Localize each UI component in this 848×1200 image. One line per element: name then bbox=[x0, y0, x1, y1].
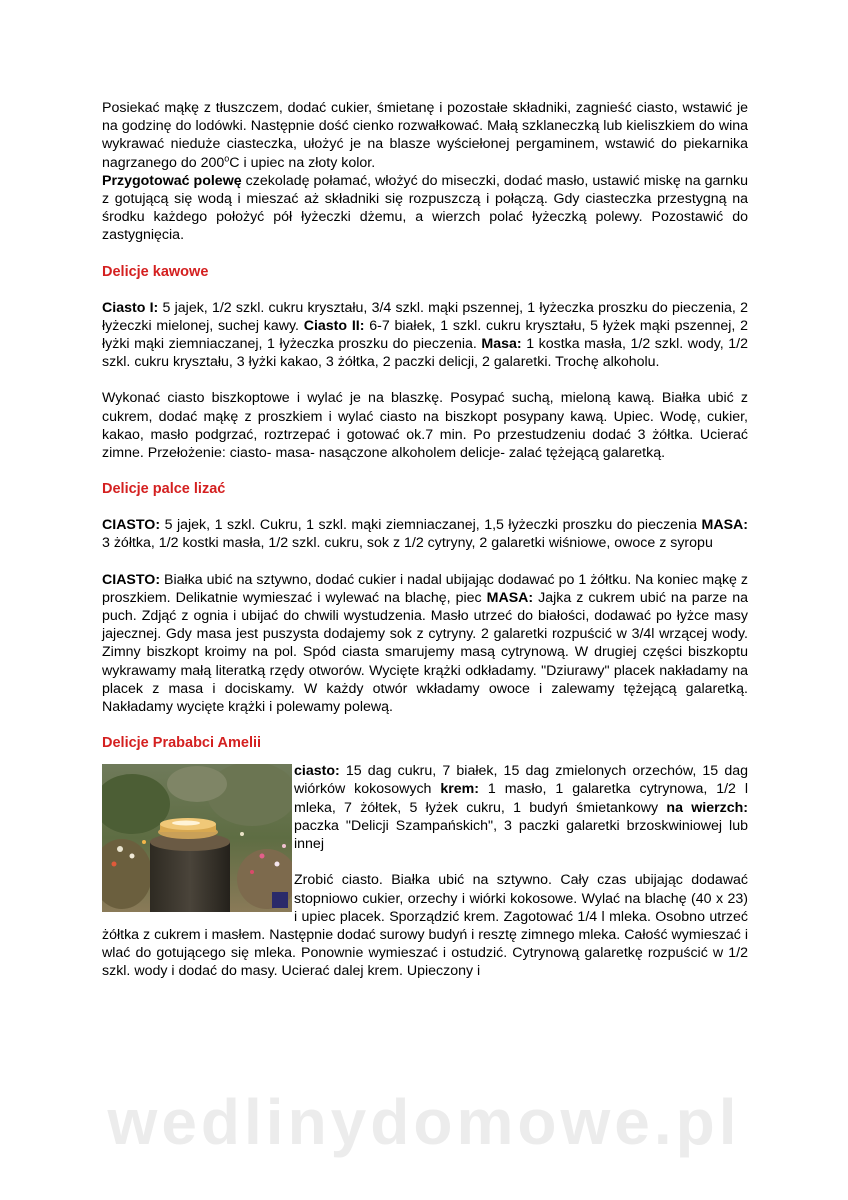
garden-cake-photo bbox=[102, 764, 292, 912]
amelii-method: Zrobić ciasto. Białka ubić na sztywno. Cały czas ubijając dodawać stopniowo cukier, orzechy i wiórki kokosowe. Wylać na blachę (40 x 23) i upiec placek. Sporządzić krem. Zagotować 1/4 l mleka. Osobno utrzeć żółtka z cukrem i masłem. Następnie dodać surowy budyń i resztę zimnego mleka. Całość wymieszać i wlać do gotującego się mleka. Ponownie wymieszać i ostudzić. Cytrynową galaretkę rozpuścić w 1/2 szkl. wody i dodać do masy. Ucierać dalej krem. Upieczony i bbox=[102, 872, 748, 980]
amelii-ingredients: ciasto: 15 dag cukru, 7 białek, 15 dag zmielonych orzechów, 15 dag wiórków kokosowych krem: 1 masło, 1 galaretka cytrynowa, 1/2 l mleka, 7 żółtek, 5 łyżek cukru, 1 budyń śmietankowy na wierzch: paczka "Delicji Szampańskich", 3 paczki galaretki brzoskwiniowej lub innej bbox=[294, 763, 749, 853]
glaze-label: Przygotować polewę bbox=[102, 172, 242, 189]
kawowe-method: Wykonać ciasto biszkoptowe i wylać je na blaszkę. Posypać suchą, mieloną kawą. Białka ubić z cukrem, dodać mąkę z proszkiem i wylać ciasto na biszkopt posypany kawą. Upiec. Wodę, cukier, kakao, masło podgrzać, roztrzepać i gotować ok.7 min. Po przestudzeniu dodać 3 żółtka. Ucierać zimne. Przełożenie: ciasto- masa- nasączone alkoholem delicje- zalać tężejącą galaretką. bbox=[102, 390, 748, 462]
heading-delicje-kawowe: Delicje kawowe bbox=[102, 263, 209, 280]
site-watermark: wedlinydomowe.pl bbox=[107, 1086, 741, 1158]
palce-method: CIASTO: Białka ubić na sztywno, dodać cukier i nadal ubijając dodawać po 1 żółtku. Na koniec mąkę z proszkiem. Delikatnie wymieszać i wylewać na blachę, piec MASA: Jajka z cukrem ubić na parze na puch. Zdjąć z ognia i ubijać do chwili wystudzenia. Masło utrzeć do białości, dodawać po łyżce masy jajecznej. Gdy masa jest puszysta dodajemy sok z cytryny. 2 galaretki rozpuścić w 3/4l wrzącej wody. Zimny biszkopt kroimy na pol. Spód ciasta smarujemy masą cytrynową. W drugiej części biszkoptu wykrawamy małą literatką rzędy otworów. Wycięte krążki odkładamy. "Dziurawy" placek nakładamy na placek z masa i dociskamy. W każdy otwór wkładamy owoce i zalewamy tężejącą galaretką. Nakładamy wycięte krążki i polewamy polewą. bbox=[102, 571, 748, 716]
heading-delicje-palce-lizac: Delicje palce lizać bbox=[102, 481, 226, 498]
degree-mark: o bbox=[224, 152, 230, 163]
heading-delicje-prababci-amelii: Delicje Prababci Amelii bbox=[102, 735, 262, 752]
document-body bbox=[102, 99, 748, 981]
intro-paragraph: Posiekać mąkę z tłuszczem, dodać cukier, śmietanę i pozostałe składniki, zagnieść ciasto, wstawić je na godzinę do lodówki. Następnie dość cienko rozwałkować. Małą szklaneczką lub kieliszkiem do wina wykrawać nieduże ciasteczka, ułożyć je na blasze wyściełonej pergaminem, wstawić do piekarnika nagrzanego do 200$^o$C i upiec na złoty kolor. Przygotować polewę czekoladę połamać, włożyć do miseczki, dodać masło, ustawić miskę na garnku z gotującą się wodą i mieszać aż składniki się rozpuszczą i połączą. Gdy ciasteczka przestygną na środku każdego położyć pół łyżeczki dżemu, a wierzch polać łyżeczką polewy. Pozostawić do zastygnięcia. bbox=[102, 100, 748, 244]
palce-ingredients: CIASTO: 5 jajek, 1 szkl. Cukru, 1 szkl. mąki ziemniaczanej, 1,5 łyżeczki proszku do pieczenia MASA: 3 żółtka, 1/2 kostki masła, 1/2 szkl. cukru, sok z 1/2 cytryny, 2 galaretki wiśniowe, owoce z syropu bbox=[102, 517, 748, 552]
kawowe-ingredients: Ciasto I: 5 jajek, 1/2 szkl. cukru kryształu, 3/4 szkl. mąki pszennej, 1 łyżeczka proszku do pieczenia, 2 łyżeczki mielonej, suchej kawy. Ciasto II: 6-7 białek, 1 szkl. cukru kryształu, 5 łyżek mąki pszennej, 2 łyżki mąki ziemniaczanej, 1 łyżeczka proszku do pieczenia. Masa: 1 kostka masła, 1/2 szkl. wody, 1/2 szkl. cukru kryształu, 3 łyżki kakao, 3 żółtka, 2 paczki delicji, 2 galaretki. Trochę alkoholu. bbox=[102, 299, 748, 371]
